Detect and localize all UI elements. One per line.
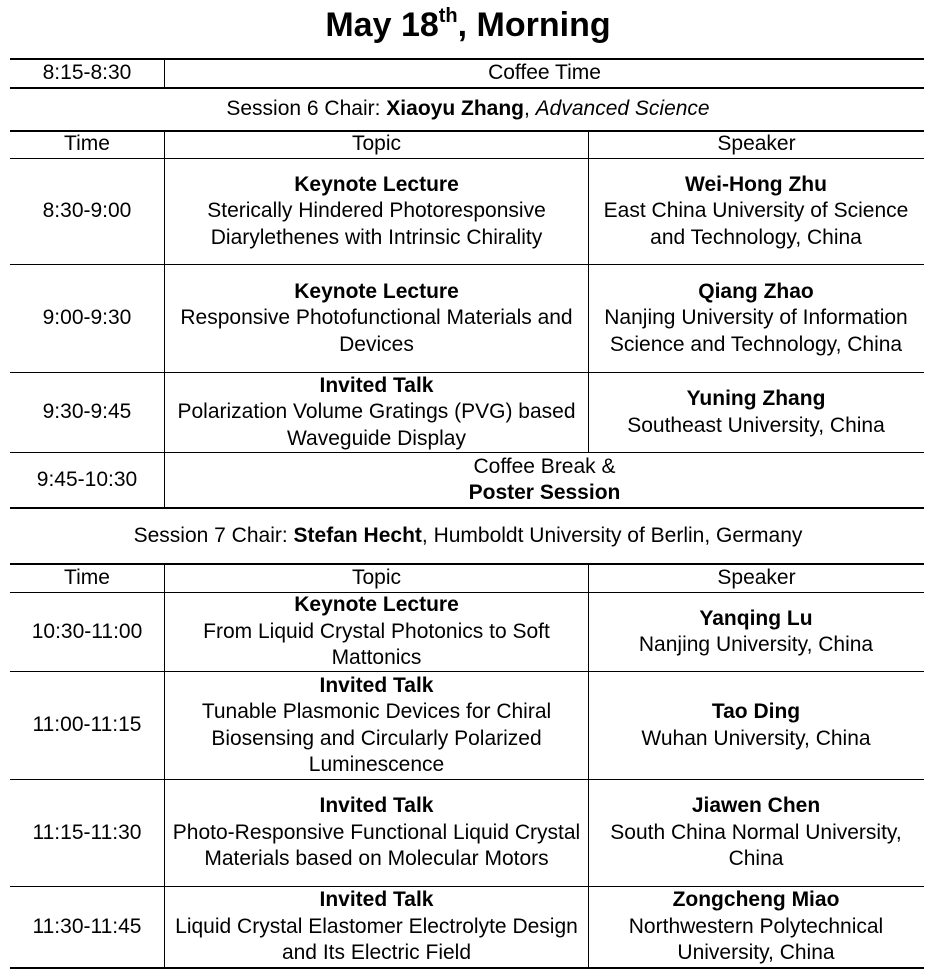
header-topic: Topic <box>351 565 402 589</box>
talk-topic: Invited Talk Polarization Volume Gratings (PVG) based Waveguide Display <box>177 373 576 450</box>
talk-speaker: Zongcheng Miao Northwestern Polytechnical University, China <box>628 888 884 965</box>
session-6-heading: Session 6 Chair: Xiaoyu Zhang, Advanced Science <box>226 97 710 120</box>
rule <box>164 131 165 452</box>
talk-topic: Invited Talk Photo-Responsive Functional Liquid Crystal Materials based on Molecular Motors <box>172 794 581 871</box>
talk-speaker: Wei-Hong Zhu East China University of Science and Technology, China <box>603 172 909 249</box>
header-time: Time <box>64 565 110 589</box>
rule <box>10 507 924 509</box>
talk-time: 9:30-9:45 <box>42 400 132 424</box>
talk-time: 11:30-11:45 <box>32 914 142 938</box>
header-speaker: Speaker <box>717 132 796 156</box>
coffee-break-label: Coffee Break & Poster Session <box>468 454 621 504</box>
header-speaker: Speaker <box>717 565 796 589</box>
talk-topic: Keynote Lecture Sterically Hindered Photoresponsive Diarylethenes with Intrinsic Chirality <box>207 172 546 249</box>
rule <box>588 564 589 967</box>
page-title: May 18th, Morning <box>325 5 611 44</box>
talk-speaker: Qiang Zhao Nanjing University of Information Science and Technology, China <box>604 279 908 356</box>
rule <box>588 131 589 452</box>
talk-time: 11:00-11:15 <box>32 713 142 737</box>
talk-speaker: Tao Ding Wuhan University, China <box>641 700 871 750</box>
talk-speaker: Jiawen Chen South China Normal University, China <box>610 794 902 871</box>
talk-time: 10:30-11:00 <box>31 619 143 643</box>
session-7-heading: Session 7 Chair: Stefan Hecht, Humboldt University of Berlin, Germany <box>133 524 803 547</box>
header-time: Time <box>64 132 110 156</box>
talk-topic: Keynote Lecture From Liquid Crystal Photonics to Soft Mattonics <box>203 593 550 670</box>
rule <box>10 87 924 89</box>
talk-topic: Invited Talk Liquid Crystal Elastomer Electrolyte Design and Its Electric Field <box>175 888 578 965</box>
talk-speaker: Yuning Zhang Southeast University, China <box>627 387 885 437</box>
coffee-time-label: Coffee Time <box>488 60 601 84</box>
talk-topic: Invited Talk Tunable Plasmonic Devices for Chiral Biosensing and Circularly Polarized Luminescence <box>201 673 552 776</box>
header-topic: Topic <box>351 132 402 156</box>
coffee-break-time: 9:45-10:30 <box>36 467 138 491</box>
talk-time: 11:15-11:30 <box>32 820 142 844</box>
rule <box>164 564 165 967</box>
talk-speaker: Yanqing Lu Nanjing University, China <box>638 606 874 656</box>
coffee-time-time: 8:15-8:30 <box>42 60 132 84</box>
talk-topic: Keynote Lecture Responsive Photofunctional Materials and Devices <box>180 279 573 356</box>
talk-time: 8:30-9:00 <box>42 199 132 223</box>
rule <box>10 967 924 969</box>
talk-time: 9:00-9:30 <box>42 306 132 330</box>
